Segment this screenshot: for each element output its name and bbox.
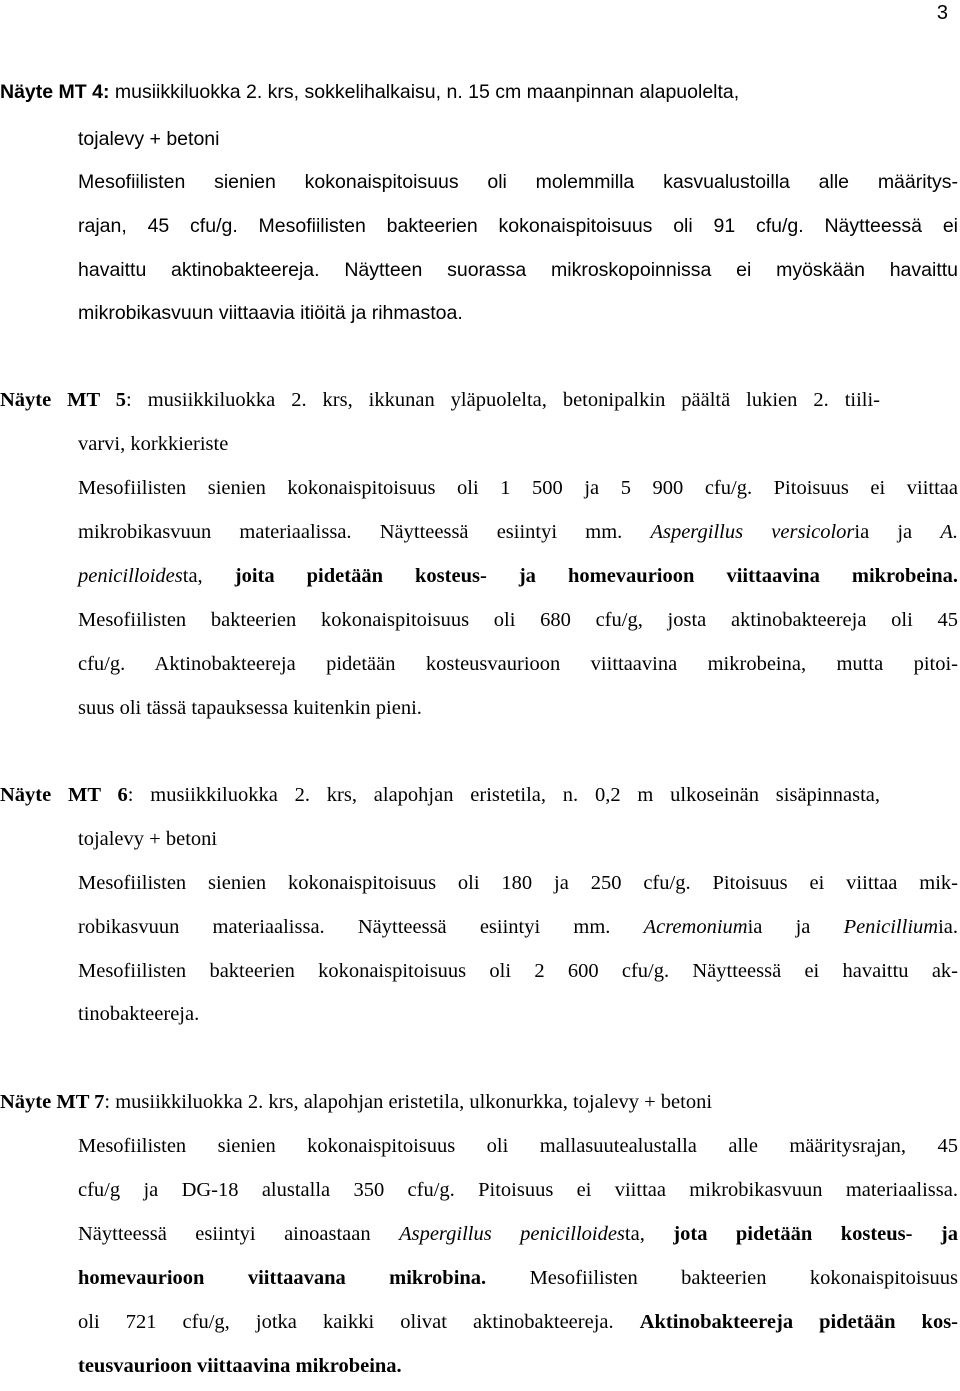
text-run: Mesofiilisten sienien kokonaispitoisuus oli mallasuutealustalla alle määritysrajan, 45 [78,1135,958,1157]
body-text-line [78,915,958,939]
body-text-line [78,827,958,851]
body-text-line [78,1266,958,1290]
species-name: Aspergillus penicilloides [399,1223,625,1245]
species-name: Acremonium [643,916,748,938]
text-run: ia ja [854,521,941,543]
bold-text: Näyte MT 5 [0,389,127,411]
sample-heading-line [0,783,880,807]
bold-text: teusvaurioon viittaavina mikrobeina. [78,1355,402,1377]
bold-text: Näyte MT 6 [0,784,128,806]
text-run: ta, [182,565,235,587]
body-text-line [78,871,958,895]
text-run: Mesofiilisten sienien kokonaispitoisuus oli 1 500 ja 5 900 cfu/g. Pitoisuus ei viittaa [78,477,958,499]
text-run: varvi, korkkieriste [78,433,229,455]
body-text-line [78,1310,958,1334]
text-run: Näytteessä esiintyi ainoastaan [78,1223,400,1245]
text-run: Mesofiilisten sienien kokonaispitoisuus oli molemmilla kasvualustoilla alle määritys- [78,171,958,193]
text-run: Mesofiilisten sienien kokonaispitoisuus oli 180 ja 250 cfu/g. Pitoisuus ei viittaa mik- [78,872,958,894]
text-run: cfu/g ja DG-18 alustalla 350 cfu/g. Pitoisuus ei viittaa mikrobikasvuun materiaalissa. [78,1179,958,1201]
bold-text: Näyte MT 4: [0,81,110,103]
text-run: tinobakteereja. [78,1003,200,1025]
text-run: ia. [938,916,958,938]
body-text-line [78,608,958,632]
text-run: : musiikkiluokka 2. krs, alapohjan eristetila, ulkonurkka, tojalevy + betoni [104,1091,713,1113]
sample-heading-line [0,1090,880,1114]
body-text-line [78,1354,958,1378]
body-text-line [78,520,958,544]
text-run: Mesofiilisten bakteerien kokonaispitoisuus oli 2 600 cfu/g. Näytteessä ei havaittu ak- [78,960,958,982]
text-run: cfu/g. Aktinobakteereja pidetään kosteusvaurioon viittaavina mikrobeina, mutta pitoi- [78,653,958,675]
species-name: Aspergillus versicolor [650,521,855,543]
bold-text: Näyte MT 7 [0,1091,105,1113]
text-run: musiikkiluokka 2. krs, sokkelihalkaisu, n. 15 cm maanpinnan alapuolelta, [109,81,740,103]
text-run: rajan, 45 cfu/g. Mesofiilisten bakteerien kokonaispitoisuus oli 91 cfu/g. Näytteessä ei [78,215,958,237]
body-text-line [78,214,958,238]
body-text-line [78,1134,958,1158]
body-text-line [78,1002,958,1026]
text-run: : musiikkiluokka 2. krs, alapohjan eristetila, n. 0,2 m ulkoseinän sisäpinnasta, [127,784,880,806]
body-text-line [78,1178,958,1202]
bold-text: Aktinobakteereja pidetään kos- [639,1311,959,1333]
species-name: Penicillium [843,916,939,938]
text-run: mikrobikasvuun viittaavia itiöitä ja rihmastoa. [78,302,463,324]
text-run: suus oli tässä tapauksessa kuitenkin pieni. [78,697,422,719]
body-text-line [78,564,958,588]
sample-heading-line [0,80,880,104]
body-text-line [78,258,958,282]
body-text-line [78,432,958,456]
page-number: 3 [936,2,948,24]
text-run: Mesofiilisten bakteerien kokonaispitoisuus oli 680 cfu/g, josta aktinobakteereja oli 45 [78,609,958,631]
text-run: Mesofiilisten bakteerien kokonaispitoisuus [486,1267,958,1289]
text-run: ia ja [747,916,844,938]
sample-heading-line [0,388,880,412]
text-run: robikasvuun materiaalissa. Näytteessä esiintyi mm. [78,916,644,938]
text-run: oli 721 cfu/g, jotka kaikki olivat aktinobakteereja. [78,1311,640,1333]
body-text-line [78,696,958,720]
body-text-line [78,301,958,325]
body-text-line [78,1222,958,1246]
species-name: penicilloides [78,565,183,587]
body-text-line [78,127,958,151]
bold-text: jota pidetään kosteus- ja [673,1223,958,1245]
body-text-line [78,170,958,194]
text-run: ta, [624,1223,674,1245]
text-run: tojalevy + betoni [78,128,220,150]
body-text-line [78,476,958,500]
text-run: : musiikkiluokka 2. krs, ikkunan yläpuolelta, betonipalkin päältä lukien 2. tiili- [126,389,880,411]
text-run: havaittu aktinobakteereja. Näytteen suorassa mikroskopoinnissa ei myöskään havaittu [78,259,958,281]
text-run: tojalevy + betoni [78,828,218,850]
text-run: mikrobikasvuun materiaalissa. Näytteessä esiintyi mm. [78,521,651,543]
bold-text: homevaurioon viittaavana mikrobina. [78,1267,487,1289]
body-text-line [78,959,958,983]
bold-text: joita pidetään kosteus- ja homevaurioon viittaavina mikrobeina. [234,565,959,587]
body-text-line [78,652,958,676]
species-name: A. [940,521,958,543]
